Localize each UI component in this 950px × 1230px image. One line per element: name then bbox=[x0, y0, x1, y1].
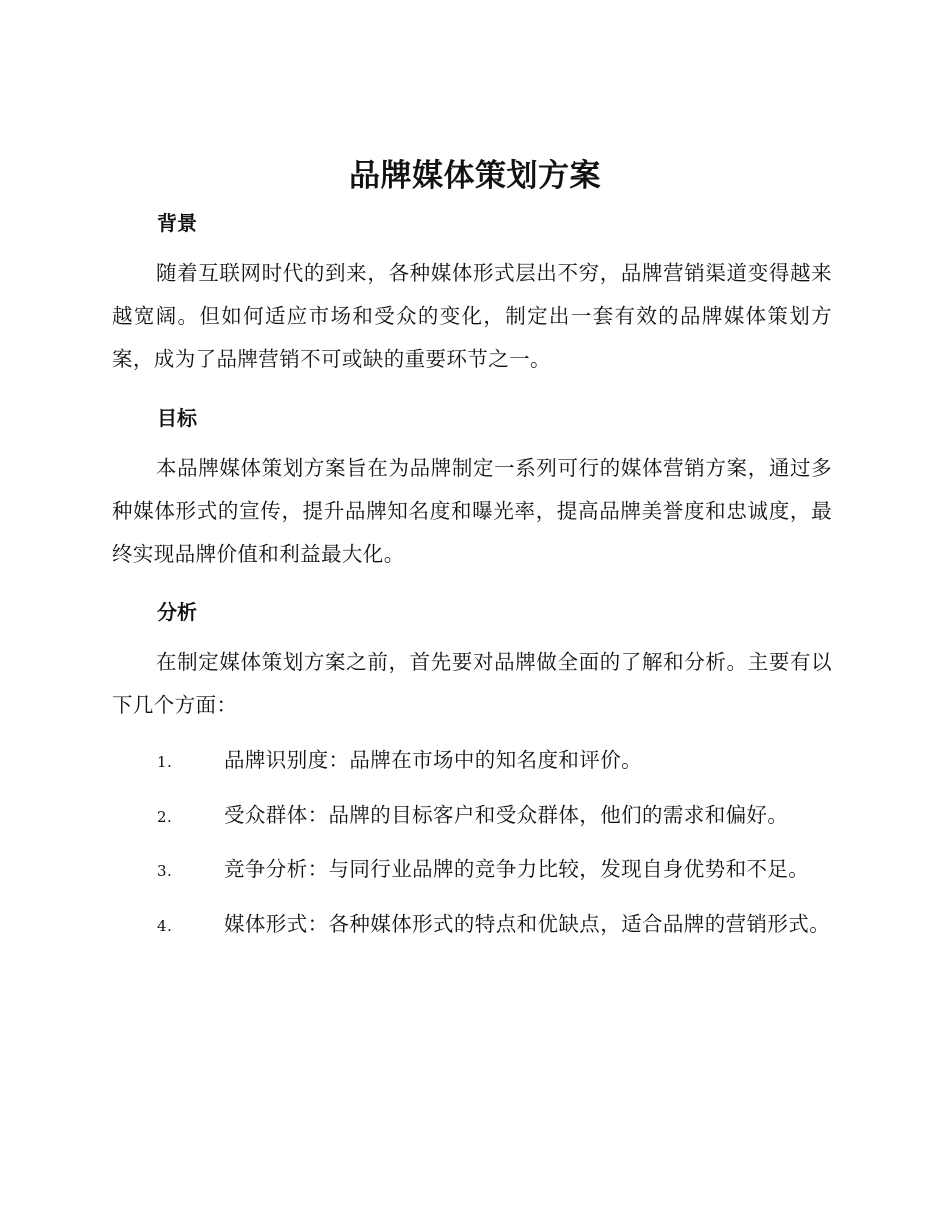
list-item-number: 2. bbox=[157, 808, 173, 826]
section-heading-analysis: 分析 bbox=[157, 600, 197, 624]
list-item-text: 品牌识别度：品牌在市场中的知名度和评价。 bbox=[224, 748, 642, 772]
list-item-number: 1. bbox=[157, 753, 173, 771]
list-item bbox=[112, 739, 832, 784]
list-item-text: 受众群体：品牌的目标客户和受众群体，他们的需求和偏好。 bbox=[224, 803, 789, 827]
list-item bbox=[112, 848, 832, 893]
section-heading-background: 背景 bbox=[157, 211, 197, 235]
list-item-text: 媒体形式：各种媒体形式的特点和优缺点，适合品牌的营销形式。 bbox=[224, 912, 831, 936]
list-item-number: 4. bbox=[157, 917, 173, 935]
section-paragraph-goal: 本品牌媒体策划方案旨在为品牌制定一系列可行的媒体营销方案，通过多种媒体形式的宣传，提升品牌知名度和曝光率，提高品牌美誉度和忠诚度，最终实现品牌价值和利益最大化。 bbox=[112, 456, 832, 566]
list-item bbox=[112, 903, 832, 948]
document-title: 品牌媒体策划方案 bbox=[349, 158, 601, 194]
list-item-text: 竞争分析：与同行业品牌的竞争力比较，发现自身优势和不足。 bbox=[224, 857, 810, 881]
list-item bbox=[112, 794, 832, 839]
list-item-number: 3. bbox=[157, 862, 173, 880]
section-heading-goal: 目标 bbox=[157, 406, 197, 430]
section-paragraph-background: 随着互联网时代的到来，各种媒体形式层出不穷，品牌营销渠道变得越来越宽阔。但如何适应市场和受众的变化，制定出一套有效的品牌媒体策划方案，成为了品牌营销不可或缺的重要环节之一。 bbox=[112, 261, 832, 371]
section-paragraph-analysis: 在制定媒体策划方案之前，首先要对品牌做全面的了解和分析。主要有以下几个方面： bbox=[112, 650, 832, 717]
